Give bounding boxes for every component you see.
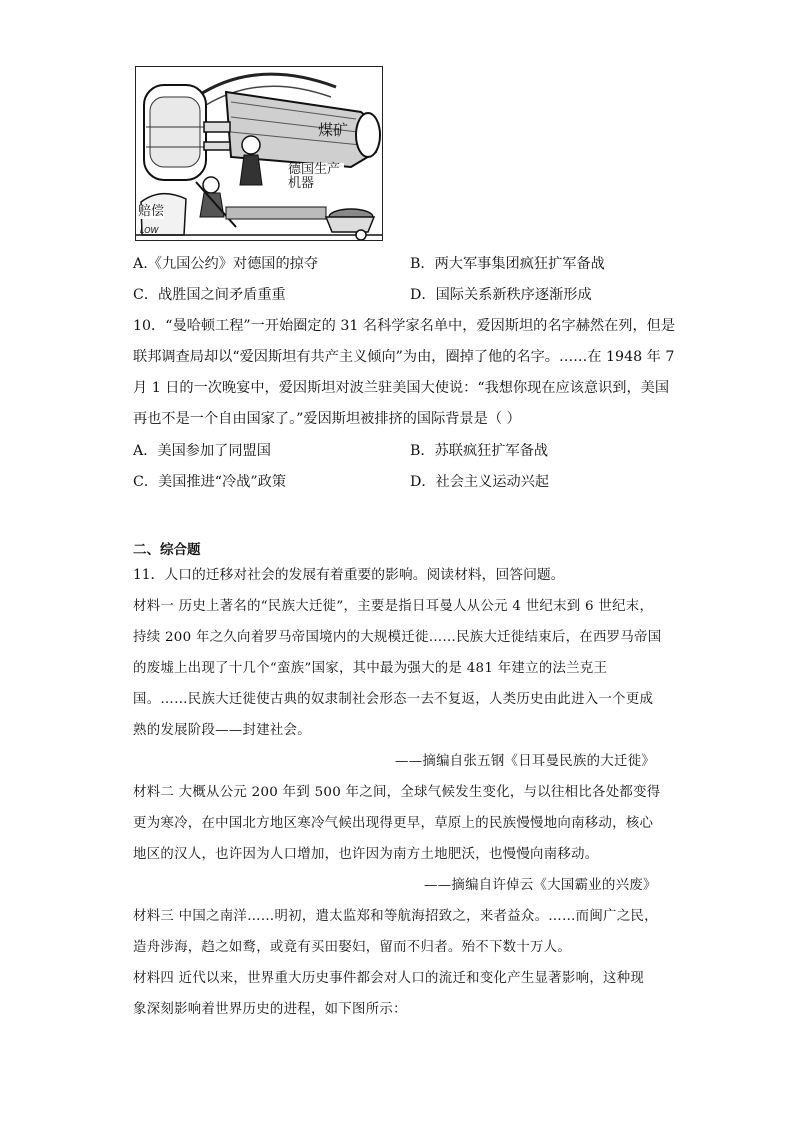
cartoon-signature: LOW xyxy=(140,226,159,235)
cartoon-label-machine: 德国生产机器 xyxy=(288,163,344,192)
cartoon-label-reparations: 赔偿 xyxy=(138,204,165,219)
material1-line-5: 熟的发展阶段——封建社会。 xyxy=(133,723,311,738)
material1-line-4: 国。……民族大迁徙使古典的奴隶制社会形态一去不复返，人类历史由此进入一个更成 xyxy=(133,692,654,707)
q10-option-a: A．美国参加了同盟国 xyxy=(133,443,271,459)
material4-line-1: 材料四 近代以来，世界重大历史事件都会对人口的流迁和变化产生显著影响，这种现 xyxy=(133,971,645,986)
material2-line-1: 材料二 大概从公元 200 年到 500 年之间，全球气候发生变化，与以往相比各处都变得 xyxy=(133,785,661,800)
q11-stem: 11．人口的迁移对社会的发展有着重要的影响。阅读材料，回答问题。 xyxy=(133,567,565,583)
material1-line-1: 材料一 历史上著名的“民族大迁徙”，主要是指日耳曼人从公元 4 世纪末到 6 世纪末， xyxy=(133,599,654,614)
material2-line-3: 地区的汉人，也许因为人口增加，也许因为南方土地肥沃，也慢慢向南移动。 xyxy=(133,847,599,862)
q10-option-b: B．苏联疯狂扩军备战 xyxy=(410,443,549,459)
section-heading: 二、综合题 xyxy=(133,542,201,558)
cartoon-illustration xyxy=(135,66,383,241)
material4-line-2: 象深刻影响着世界历史的进程，如下图所示： xyxy=(133,1002,407,1017)
q10-option-c: C．美国推进“冷战”政策 xyxy=(133,474,287,490)
q10-option-d: D．社会主义运动兴起 xyxy=(410,474,550,490)
q9-option-a: A.《九国公约》对德国的掠夺 xyxy=(133,256,319,272)
q9-option-d: D．国际关系新秩序逐渐形成 xyxy=(410,287,592,303)
material2-source: ——摘编自许倬云《大国霸业的兴废》 xyxy=(424,878,657,893)
material2-line-2: 更为寒冷，在中国北方地区寒冷气候出现得更早，草原上的民族慢慢地向南移动，核心 xyxy=(133,816,654,831)
q9-option-b: B．两大军事集团疯狂扩军备战 xyxy=(410,256,605,272)
material1-line-2: 持续 200 年之久向着罗马帝国境内的大规模迁徙……民族大迁徙结束后，在西罗马帝国 xyxy=(133,630,662,645)
q10-line-2: 联邦调查局却以“爱因斯坦有共产主义倾向”为由，圈掉了他的名字。……在 1948 年 7 xyxy=(133,349,675,365)
cartoon-drawing xyxy=(136,67,383,241)
material1-line-3: 的废墟上出现了十几个“蛮族”国家，其中最为强大的是 481 年建立的法兰克王 xyxy=(133,661,608,676)
cartoon-label-coal: 煤矿 xyxy=(318,121,349,139)
material1-source: ——摘编自张五钢《日耳曼民族的大迁徙》 xyxy=(395,754,656,769)
q9-option-c: C．战胜国之间矛盾重重 xyxy=(133,287,286,303)
q10-line-3: 月 1 日的一次晚宴中，爱因斯坦对波兰驻美国大使说：“我想你现在应该意识到，美国 xyxy=(133,380,670,396)
material3-line-1: 材料三 中国之南洋……明初，遣太监郑和等航海招致之，来者益众。……而闽广之民， xyxy=(133,909,658,924)
q10-line-1: 10．“曼哈顿工程”一开始圈定的 31 名科学家名单中，爱因斯坦的名字赫然在列，但是 xyxy=(133,318,676,334)
q10-line-4: 再也不是一个自由国家了。”爱因斯坦被排挤的国际背景是（ ） xyxy=(133,411,521,427)
material3-line-2: 造舟涉海，趋之如鹜，或竟有买田娶妇，留而不归者。殆不下数十万人。 xyxy=(133,940,572,955)
